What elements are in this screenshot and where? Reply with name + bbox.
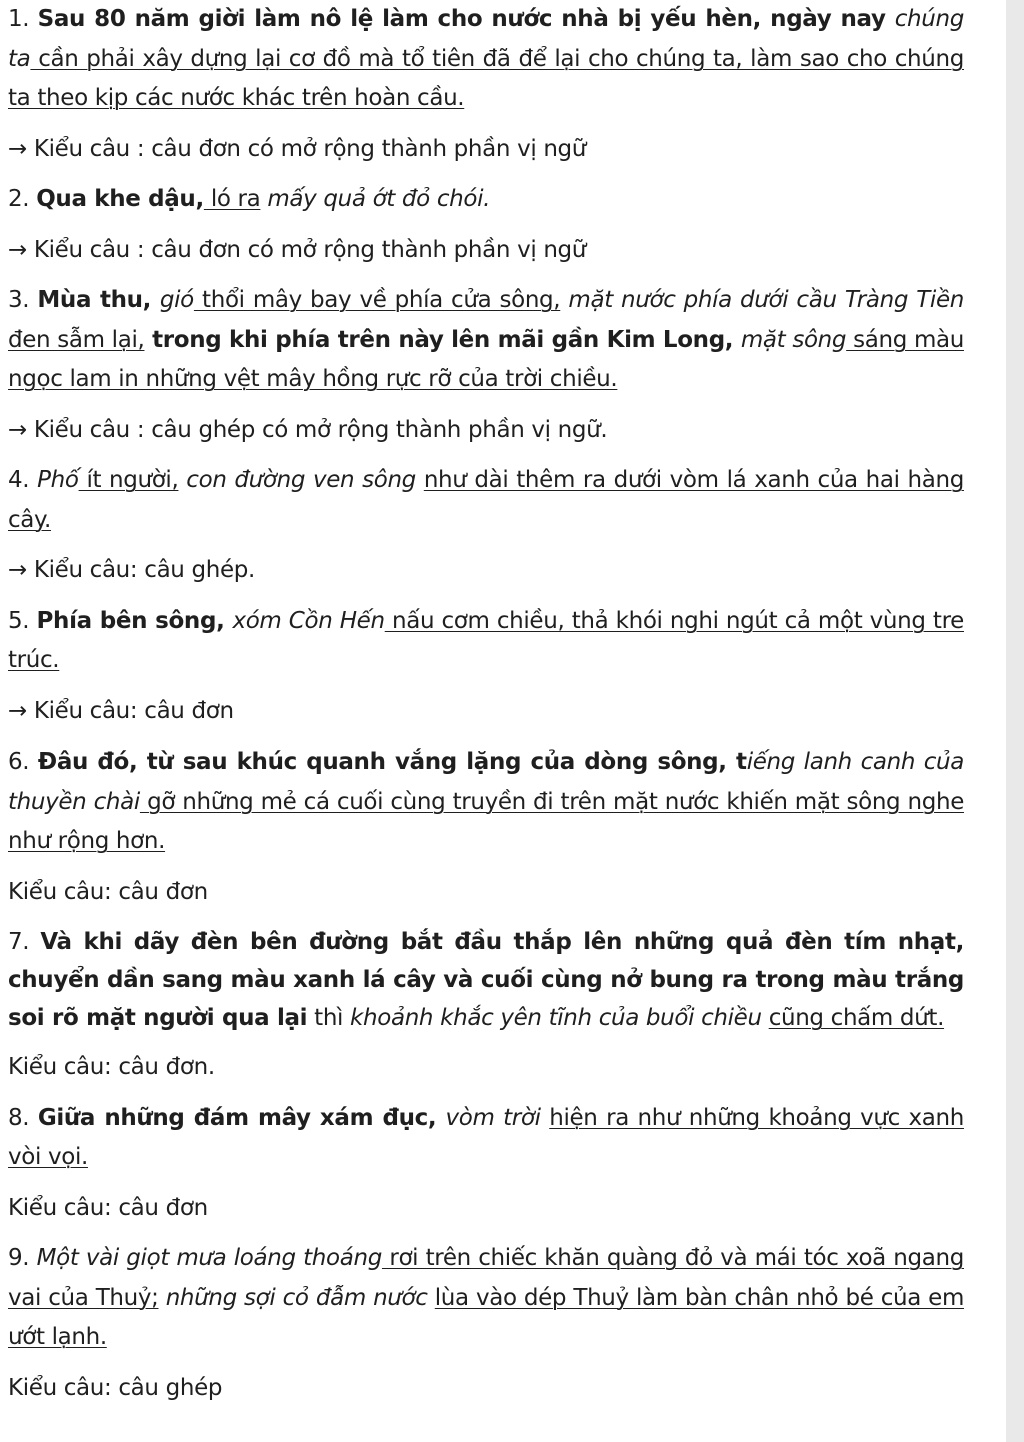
sentence-segment: thổi mây bay về phía cửa sông, (193, 287, 561, 313)
sentence-5 (8, 602, 964, 681)
sentence-segment: Phía bên sông, (36, 607, 233, 634)
answer-9: Kiểu câu: câu ghép (8, 1374, 223, 1401)
sentence-segment: Một vài giọt mưa loáng thoáng (36, 1245, 382, 1271)
sentence-segment: 9. (8, 1245, 37, 1271)
sentence-segment: xóm Cồn Hến (232, 607, 385, 634)
sentence-8 (8, 1099, 964, 1178)
sentence-segment: 6. (8, 749, 38, 775)
sentence-segment: ló ra (203, 186, 261, 212)
answer-2: → Kiểu câu : câu đơn có mở rộng thành phần vị ngữ (8, 236, 587, 263)
sentence-segment: 3. (8, 287, 38, 313)
sentence-7 (8, 923, 964, 1037)
sentence-segment: Sau 80 năm giời làm nô lệ làm cho nước nhà bị yếu hèn, ngày nay (37, 6, 895, 32)
answer-4: → Kiểu câu: câu ghép. (8, 557, 255, 583)
sentence-segment: Giữa những đám mây xám đục, (37, 1104, 446, 1131)
sentence-segment: đen sẫm lại, (8, 326, 145, 353)
answer-8: Kiểu câu: câu đơn (8, 1194, 208, 1221)
sentence-9 (8, 1239, 964, 1358)
sentence-segment: mấy quả ớt đỏ chói. (260, 186, 491, 212)
sentence-segment: mặt sông (740, 326, 847, 353)
sentence-segment: cần phải xây dựng lại cơ đồ mà tổ tiên đã để lại cho chúng ta, làm sao cho chúng ta theo kịp các nước khác trên hoàn cầu. (8, 45, 964, 111)
sentence-segment: như dài thêm ra dưới vòm lá xanh của hai hàng cây. (8, 467, 964, 533)
answer-1: → Kiểu câu : câu đơn có mở rộng thành phần vị ngữ (8, 135, 587, 162)
answer-6: Kiểu câu: câu đơn (8, 878, 208, 905)
answer-5: → Kiểu câu: câu đơn (8, 697, 234, 724)
exercise-content (8, 0, 964, 1419)
sentence-segment (541, 1105, 550, 1131)
sentence-segment: 8. (8, 1104, 38, 1131)
sentence-segment (762, 1005, 769, 1031)
sentence-segment: 5. (8, 607, 37, 634)
sentence-segment: gỡ những mẻ cá cuối cùng truyền đi trên mặt nước khiến mặt sông nghe như rộng hơn. (8, 788, 965, 854)
answer-3: → Kiểu câu : câu ghép có mở rộng thành phần vị ngữ. (8, 416, 608, 443)
sentence-segment: thì (307, 1005, 351, 1031)
sentence-segment: Phố (37, 467, 79, 493)
sentence-segment: 4. (8, 467, 38, 493)
sentence-segment: vòm trời (445, 1104, 541, 1131)
sentence-segment: sáng màu ngọc lam in những vệt mây hồng rực rỡ của trời chiều. (8, 326, 964, 392)
answer-7: Kiểu câu: câu đơn. (8, 1054, 215, 1080)
sentence-segment: 1. (8, 6, 38, 32)
sentence-3 (8, 281, 964, 400)
sentence-segment: hiện ra như những khoảng vực xanh vòi vọi. (8, 1104, 964, 1170)
sentence-segment: Qua khe dậu, (36, 186, 204, 212)
scrollbar-track[interactable] (1006, 0, 1024, 1442)
sentence-segment: nấu cơm chiều, thả khói nghi ngút cả một vùng tre trúc. (8, 607, 964, 673)
sentence-segment: gió (159, 287, 194, 313)
sentence-4 (8, 461, 964, 540)
sentence-segment: iếng lanh canh của thuyền chài (8, 749, 964, 815)
sentence-segment: chúng ta (8, 6, 964, 72)
sentence-segment: 7. (8, 929, 41, 955)
sentence-segment: con đường ven sông (178, 467, 416, 493)
sentence-segment: khoảnh khắc yên tĩnh của buổi chiều (350, 1005, 762, 1031)
sentence-6 (8, 743, 964, 862)
sentence-segment (428, 1285, 435, 1311)
sentence-segment: những sợi cỏ đẫm nước (158, 1284, 428, 1311)
sentence-segment (416, 467, 424, 493)
sentence-segment: Và khi dãy đèn bên đường bắt đầu thắp lên những quả đèn tím nhạt, chuyển dần sang màu xanh lá cây và cuối cùng nở bung ra trong màu trắng soi rõ mặt người qua lại (8, 929, 964, 1031)
sentence-segment: 2. (8, 186, 37, 212)
sentence-segment: Mùa thu, (37, 287, 160, 313)
sentence-2 (8, 180, 964, 220)
sentence-1 (8, 0, 964, 119)
sentence-segment: Đâu đó, từ sau khúc quanh vắng lặng của dòng sông, t (37, 749, 747, 775)
sentence-segment: ít người, (78, 467, 179, 493)
sentence-segment: rơi trên chiếc khăn quàng đỏ và mái tóc xoã ngang vai của Thuỷ; (8, 1245, 964, 1311)
sentence-segment: mặt nước phía dưới cầu Tràng Tiền (560, 287, 964, 313)
sentence-segment: lùa vào dép Thuỷ làm bàn chân nhỏ bé của em ướt lạnh. (8, 1284, 965, 1350)
sentence-segment: cũng chấm dứt. (768, 1005, 945, 1031)
sentence-segment: trong khi phía trên này lên mãi gần Kim Long, (144, 326, 741, 353)
